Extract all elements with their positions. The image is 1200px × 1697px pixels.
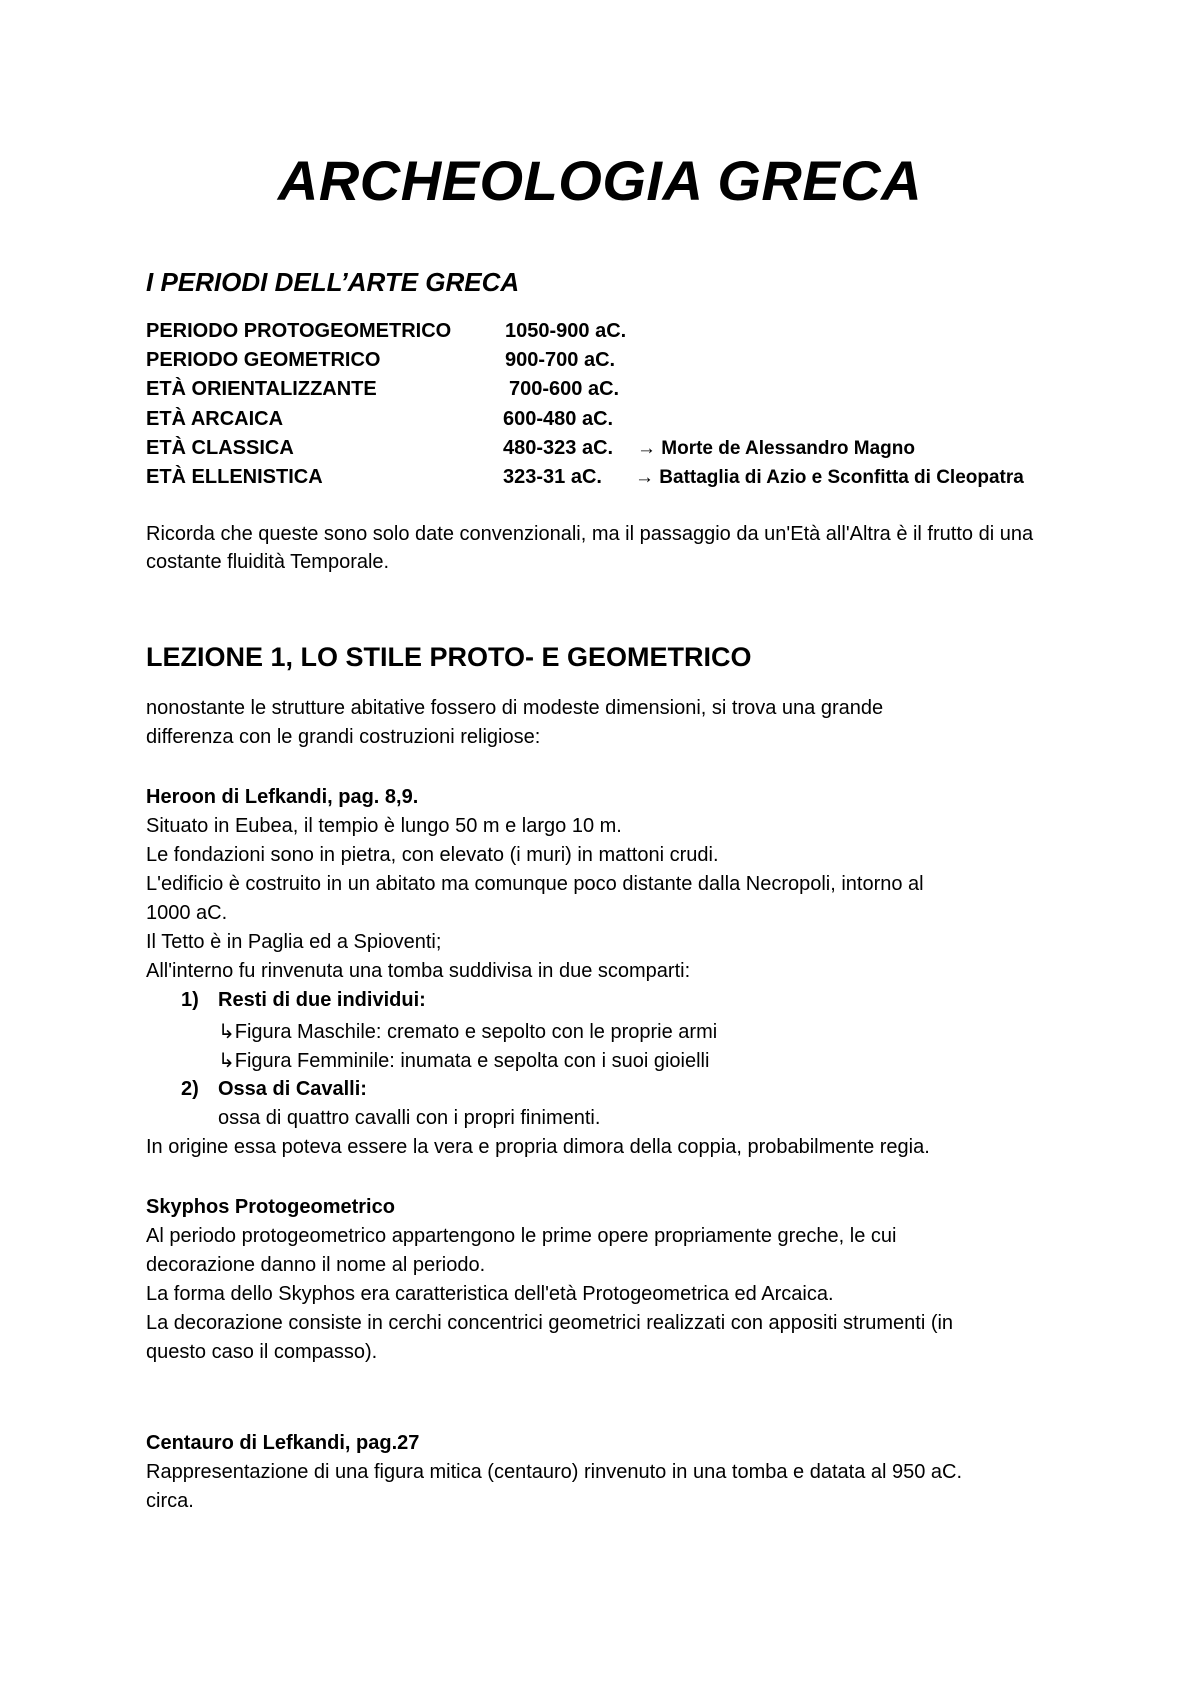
heroon-heading: Heroon di Lefkandi, pag. 8,9. [146, 786, 419, 808]
heroon-closing: In origine essa poteva essere la vera e propria dimora della coppia, probabilmente regia. [146, 1136, 930, 1158]
period-name: ETÀ ORIENTALIZZANTE [146, 378, 377, 400]
period-name: ETÀ ARCAICA [146, 408, 284, 430]
list-number: 1) [181, 989, 199, 1011]
skyphos-heading: Skyphos Protogeometrico [146, 1196, 395, 1218]
period-dates: 323-31 aC. [503, 466, 602, 488]
period-name: ETÀ ELLENISTICA [146, 466, 323, 488]
period-name: PERIODO PROTOGEOMETRICO [146, 320, 452, 342]
period-dates: 900-700 aC. [505, 349, 616, 371]
period-note: → Battaglia di Azio e Sconfitta di Cleopatra [635, 467, 1024, 488]
intro-line: nonostante le strutture abitative fossero di modeste dimensioni, si trova una grande [146, 697, 884, 719]
period-dates: 600-480 aC. [503, 408, 614, 430]
section-subtitle: I PERIODI DELL’ARTE GRECA [146, 267, 520, 297]
period-name: PERIODO GEOMETRICO [146, 349, 381, 371]
heroon-line: Il Tetto è in Paglia ed a Spioventi; [146, 931, 442, 953]
centauro-line: circa. [146, 1490, 194, 1512]
period-dates: 1050-900 aC. [505, 320, 627, 342]
reminder-line: costante fluidità Temporale. [146, 551, 390, 573]
list-subitem: ↳Figura Femminile: inumata e sepolta con i suoi gioielli [218, 1050, 710, 1072]
list-item-title: Resti di due individui: [218, 989, 426, 1011]
skyphos-line: La decorazione consiste in cerchi concentrici geometrici realizzati con appositi strumenti (in [146, 1312, 954, 1334]
skyphos-line: decorazione danno il nome al periodo. [146, 1254, 486, 1276]
skyphos-line: questo caso il compasso). [146, 1341, 378, 1363]
heroon-line: All'interno fu rinvenuta una tomba suddivisa in due scomparti: [146, 960, 691, 982]
centauro-line: Rappresentazione di una figura mitica (centauro) rinvenuto in una tomba e datata al 950 aC. [146, 1461, 963, 1483]
heroon-line: 1000 aC. [146, 902, 228, 924]
skyphos-line: La forma dello Skyphos era caratteristica dell'età Protogeometrica ed Arcaica. [146, 1283, 834, 1305]
list-subitem: ossa di quattro cavalli con i propri finimenti. [218, 1107, 601, 1129]
heroon-line: L'edificio è costruito in un abitato ma comunque poco distante dalla Necropoli, intorno al [146, 873, 924, 895]
skyphos-line: Al periodo protogeometrico appartengono le prime opere propriamente greche, le cui [146, 1225, 897, 1247]
period-note: → Morte de Alessandro Magno [637, 438, 915, 459]
list-item-title: Ossa di Cavalli: [218, 1078, 367, 1100]
list-subitem: ↳Figura Maschile: cremato e sepolto con le proprie armi [218, 1021, 718, 1043]
period-dates: 480-323 aC. [503, 437, 614, 459]
centauro-heading: Centauro di Lefkandi, pag.27 [146, 1432, 420, 1454]
period-dates: 700-600 aC. [509, 378, 620, 400]
lesson-heading: LEZIONE 1, LO STILE PROTO- E GEOMETRICO [146, 642, 752, 672]
document-title: ARCHEOLOGIA GRECA [277, 149, 923, 212]
list-number: 2) [181, 1078, 199, 1100]
period-name: ETÀ CLASSICA [146, 437, 294, 459]
heroon-line: Le fondazioni sono in pietra, con elevato (i muri) in mattoni crudi. [146, 844, 719, 866]
reminder-line: Ricorda che queste sono solo date convenzionali, ma il passaggio da un'Età all'Altra è il frutto di una [146, 523, 1034, 545]
heroon-line: Situato in Eubea, il tempio è lungo 50 m e largo 10 m. [146, 815, 622, 837]
intro-line: differenza con le grandi costruzioni religiose: [146, 726, 541, 748]
